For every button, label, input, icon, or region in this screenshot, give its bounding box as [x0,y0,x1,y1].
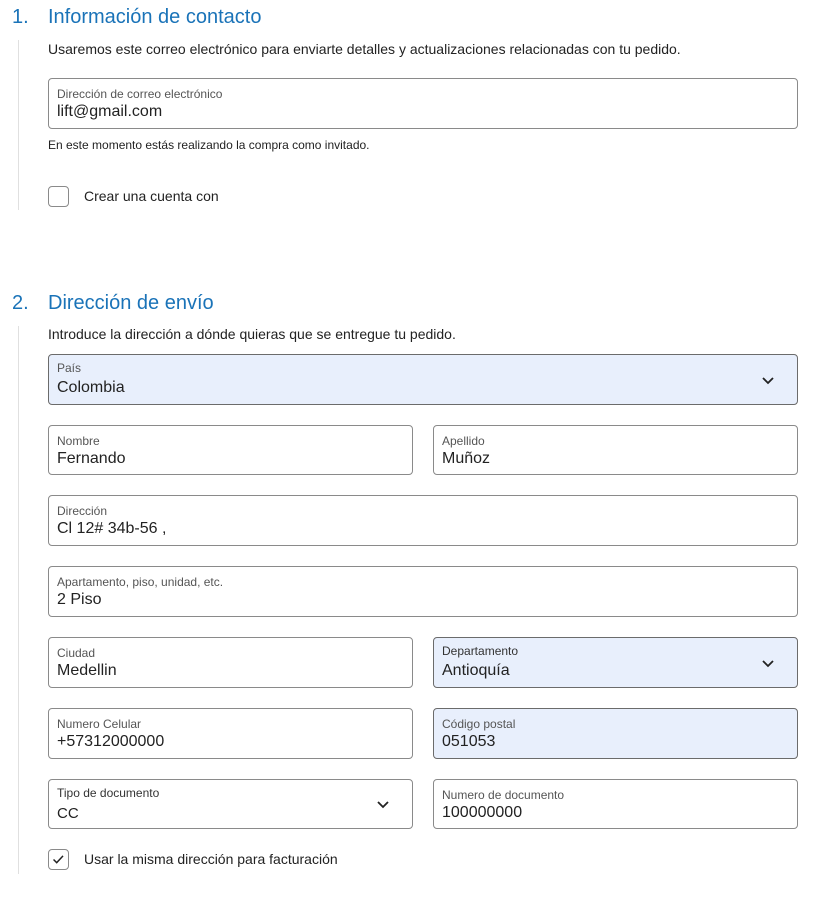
email-value: lift@gmail.com [57,103,163,120]
address2-label: Apartamento, piso, unidad, etc. [57,575,224,589]
first-name-value: Fernando [57,450,126,467]
address-label: Dirección [57,504,108,518]
document-number-value: 100000000 [442,804,523,821]
create-account-label: Crear una cuenta con [84,188,219,204]
state-select[interactable] [433,637,798,688]
country-value: Colombia [57,379,125,396]
address-value: Cl 12# 34b-56 , [57,520,167,537]
document-type-label: Tipo de documento [57,786,160,800]
contact-step-number: 1. [12,6,29,28]
country-label: País [57,361,82,375]
create-account-checkbox[interactable] [48,186,69,207]
phone-value: +57312000000 [57,733,165,750]
city-value: Medellin [57,662,117,679]
city-field[interactable] [48,637,413,688]
last-name-value: Muñoz [442,450,491,467]
last-name-field[interactable] [433,425,798,475]
document-type-value: CC [57,805,79,822]
contact-section-title: Información de contacto [48,6,262,28]
contact-section-rail [18,40,19,210]
shipping-description: Introduce la dirección a dónde quieras que se entregue tu pedido. [48,326,456,342]
address2-field[interactable] [48,566,798,617]
state-label: Departamento [442,644,519,658]
address-field[interactable] [48,495,798,546]
last-name-label: Apellido [442,434,485,448]
contact-description: Usaremos este correo electrónico para enviarte detalles y actualizaciones relacionadas con tu pedido. [48,41,681,57]
first-name-label: Nombre [57,434,100,448]
document-number-label: Numero de documento [442,788,565,802]
email-label: Dirección de correo electrónico [57,87,223,101]
shipping-section-title: Dirección de envío [48,292,214,314]
postal-code-label: Código postal [442,717,516,731]
city-label: Ciudad [57,646,96,660]
shipping-step-number: 2. [12,292,29,314]
chevron-down-icon [761,656,775,670]
document-number-field[interactable] [433,779,798,829]
shipping-section-rail [18,326,19,874]
document-type-select[interactable] [48,779,413,829]
guest-note: En este momento estás realizando la compra como invitado. [48,138,370,152]
phone-label: Numero Celular [57,717,142,731]
country-select[interactable] [48,354,798,405]
email-field[interactable] [48,78,798,129]
phone-field[interactable] [48,708,413,759]
same-billing-checkbox[interactable] [48,849,69,870]
first-name-field[interactable] [48,425,413,475]
chevron-down-icon [376,797,390,811]
postal-code-value: 051053 [442,733,496,750]
address2-value: 2 Piso [57,591,102,608]
same-billing-label: Usar la misma dirección para facturación [84,851,338,867]
state-value: Antioquía [442,662,510,679]
postal-code-field[interactable] [433,708,798,759]
chevron-down-icon [761,373,775,387]
checkmark-icon [49,850,68,869]
